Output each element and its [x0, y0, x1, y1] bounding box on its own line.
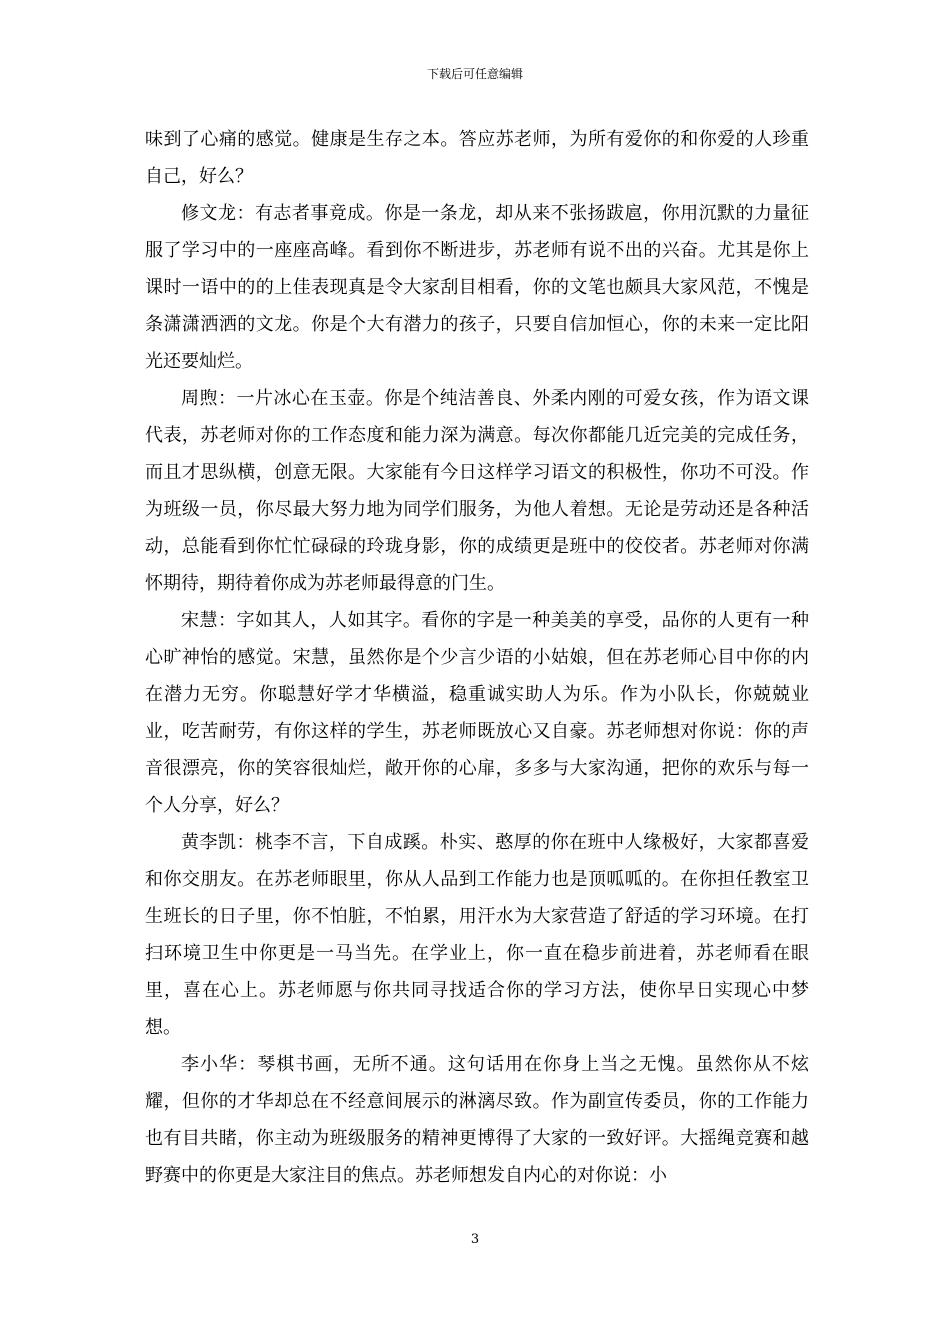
- page-header-note: 下载后可任意编辑: [426, 67, 523, 81]
- paragraph-huang-likai: 黄李凯：桃李不言，下自成蹊。朴实、憨厚的你在班中人缘极好，大家都喜爱和你交朋友。在苏老师眼里，你从人品到工作能力也是顶呱呱的。在你担任教室卫生班长的日子里，你不怕脏，不怕累，用汗水为大家营造了舒适的学习环境。在打扫环境卫生中你更是一马当先。在学业上，你一直在稳步前进着，苏老师看在眼里，喜在心上。苏老师愿与你共同寻找适合你的学习方法，使你早日实现心中梦想。: [145, 832, 809, 1038]
- paragraph-continuation: 味到了心痛的感觉。健康是生存之本。答应苏老师，为所有爱你的和你爱的人珍重自己，好么？: [145, 129, 809, 187]
- document-body: [145, 121, 809, 1194]
- paragraph-zhou-xu: 周煦：一片冰心在玉壶。你是个纯洁善良、外柔内刚的可爱女孩，作为语文课代表，苏老师对你的工作态度和能力深为满意。每次你都能几近完美的完成任务，而且才思纵横，创意无限。大家能有今日这样学习语文的积极性，你功不可没。作为班级一员，你尽最大努力地为同学们服务，为他人着想。无论是劳动还是各种活动，总能看到你忙忙碌碌的玲珑身影，你的成绩更是班中的佼佼者。苏老师对你满怀期待，期待着你成为苏老师最得意的门生。: [145, 388, 809, 594]
- page-number: 3: [470, 1232, 480, 1247]
- paragraph-xiu-wenlong: 修文龙：有志者事竟成。你是一条龙，却从来不张扬跋扈，你用沉默的力量征服了学习中的一座座高峰。看到你不断进步，苏老师有说不出的兴奋。尤其是你上课时一语中的的上佳表现真是令大家刮目相看，你的文笔也颇具大家风范，不愧是条潇潇洒洒的文龙。你是个大有潜力的孩子，只要自信加恒心，你的未来一定比阳光还要灿烂。: [145, 203, 809, 372]
- paragraph-li-xiaohua: 李小华：琴棋书画，无所不通。这句话用在你身上当之无愧。虽然你从不炫耀，但你的才华却总在不经意间展示的淋漓尽致。作为副宣传委员，你的工作能力也有目共睹，你主动为班级服务的精神更博得了大家的一致好评。大摇绳竞赛和越野赛中的你更是大家注目的焦点。苏老师想发自内心的对你说：小: [145, 1054, 809, 1186]
- paragraph-song-hui: 宋慧：字如其人，人如其字。看你的字是一种美美的享受，品你的人更有一种心旷神怡的感觉。宋慧，虽然你是个少言少语的小姑娘，但在苏老师心目中你的内在潜力无穷。你聪慧好学才华横溢，稳重诚实助人为乐。作为小队长，你兢兢业业，吃苦耐劳，有你这样的学生，苏老师既放心又自豪。苏老师想对你说：你的声音很漂亮，你的笑容很灿烂，敞开你的心扉，多多与大家沟通，把你的欢乐与每一个人分享，好么？: [145, 610, 809, 816]
